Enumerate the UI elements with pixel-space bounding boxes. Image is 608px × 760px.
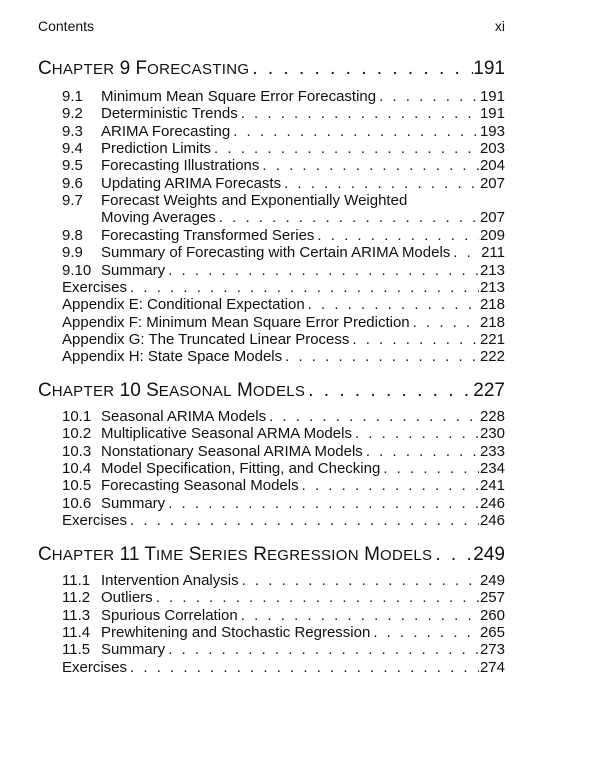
- header-left: Contents: [38, 18, 95, 34]
- dot-leader: [305, 380, 473, 402]
- section-title: Summary: [101, 641, 166, 659]
- section-number: 11.5: [62, 641, 91, 659]
- dot-leader: [127, 659, 479, 676]
- section-title: Exercises: [62, 278, 128, 296]
- chapter-page-number: 249: [473, 544, 505, 565]
- chapter-title-smallcaps: EGRESSION: [266, 547, 359, 564]
- section-entry: [62, 123, 505, 140]
- dot-leader: [450, 244, 479, 261]
- chapter-title-initial: 9 F: [114, 58, 148, 79]
- section-number: 9.2: [62, 105, 83, 123]
- section-entry: [62, 477, 505, 494]
- section-title: Prewhitening and Stochastic Regression: [101, 624, 371, 642]
- section-page-number: 207: [479, 174, 505, 192]
- section-page-number: 221: [479, 330, 505, 348]
- section-entry: [62, 607, 505, 624]
- section-title: Appendix G: The Truncated Linear Process: [62, 330, 350, 348]
- section-number: 10.3: [62, 442, 92, 460]
- section-number: 9.9: [62, 244, 83, 262]
- dot-leader: [305, 296, 479, 313]
- dot-leader: [249, 58, 473, 80]
- dot-leader: [314, 227, 479, 244]
- section-page-number: 260: [479, 606, 505, 624]
- dot-leader: [299, 477, 479, 494]
- chapter-title-smallcaps: IME: [155, 547, 184, 564]
- section-number: 9.7: [62, 192, 83, 210]
- dot-leader: [432, 544, 473, 566]
- section-entry: [62, 572, 505, 589]
- dot-leader: [230, 123, 479, 140]
- dot-leader: [282, 348, 479, 365]
- unnumbered-entry: [62, 348, 505, 365]
- section-page-number: 273: [479, 641, 505, 659]
- section-title: Exercises: [62, 658, 128, 676]
- section-page-number: 241: [479, 477, 505, 495]
- section-title: Nonstationary Seasonal ARIMA Models: [101, 442, 363, 460]
- section-title: Forecasting Seasonal Models: [101, 477, 299, 495]
- section-title: Summary of Forecasting with Certain ARIMA Models: [101, 244, 451, 262]
- section-number: 9.6: [62, 174, 83, 192]
- chapter-page-number: 191: [473, 58, 505, 79]
- section-number: 9.4: [62, 140, 83, 158]
- dot-leader: [216, 209, 479, 226]
- section-entry: [62, 425, 505, 442]
- dot-leader: [239, 572, 479, 589]
- section-title: Updating ARIMA Forecasts: [101, 174, 282, 192]
- section-entry: [62, 175, 505, 192]
- section-page-number: 249: [479, 572, 505, 589]
- section-page-number: 203: [479, 140, 505, 158]
- section-number: 10.6: [62, 494, 92, 512]
- dot-leader: [410, 314, 479, 331]
- section-title: Exercises: [62, 512, 128, 530]
- chapter-title: [38, 58, 249, 80]
- section-entry-continuation: [101, 209, 505, 226]
- chapter-title-initial: C: [38, 58, 52, 79]
- chapter-title-initial: R: [247, 544, 267, 565]
- unnumbered-entry: [62, 659, 505, 676]
- section-title: Seasonal ARIMA Models: [101, 408, 267, 425]
- section-number: 11.1: [62, 572, 91, 589]
- chapter-title-smallcaps: HAPTER: [51, 547, 115, 564]
- section-page-number: 218: [479, 313, 505, 331]
- section-title: Moving Averages: [101, 209, 216, 227]
- section-page-number: 213: [479, 278, 505, 296]
- chapter-title-smallcaps: ERIES: [201, 547, 248, 564]
- dot-leader: [349, 331, 479, 348]
- chapter-title-smallcaps: EASONAL: [158, 383, 232, 400]
- section-title: Appendix F: Minimum Mean Square Error Prediction: [62, 313, 410, 331]
- section-number: 11.4: [62, 624, 91, 642]
- section-title: Appendix E: Conditional Expectation: [62, 296, 305, 314]
- chapter-title-initial: 10 S: [114, 380, 159, 401]
- section-entry: [62, 140, 505, 157]
- section-title: Forecast Weights and Exponentially Weighted: [101, 192, 408, 210]
- section-page-number: 233: [479, 442, 505, 460]
- section-page-number: 265: [479, 624, 505, 642]
- dot-leader: [238, 105, 479, 122]
- section-page-number: 218: [479, 296, 505, 314]
- chapter-title: [38, 380, 305, 402]
- dot-leader: [259, 157, 479, 174]
- section-title: Summary: [101, 494, 166, 512]
- section-entry: [62, 408, 505, 425]
- dot-leader: [165, 262, 479, 279]
- dot-leader: [281, 175, 479, 192]
- dot-leader: [370, 624, 479, 641]
- section-entry: [62, 244, 505, 261]
- section-title: Prediction Limits: [101, 140, 212, 158]
- chapter-heading: [38, 58, 505, 80]
- section-entry: [62, 227, 505, 244]
- chapter-title-smallcaps: HAPTER: [51, 61, 115, 78]
- section-entry: [62, 641, 505, 658]
- section-page-number: 228: [479, 408, 505, 425]
- section-page-number: 191: [479, 88, 505, 105]
- section-page-number: 191: [479, 105, 505, 123]
- section-entry: [62, 192, 505, 209]
- section-entry: [62, 443, 505, 460]
- unnumbered-entry: [62, 314, 505, 331]
- dot-leader: [127, 512, 479, 529]
- section-page-number: 230: [479, 425, 505, 443]
- section-entry: [62, 624, 505, 641]
- section-page-number: 257: [479, 589, 505, 607]
- section-entry: [62, 105, 505, 122]
- chapter-page-number: 227: [473, 380, 505, 401]
- section-title: Multiplicative Seasonal ARMA Models: [101, 425, 352, 443]
- dot-leader: [238, 607, 479, 624]
- section-page-number: 213: [479, 261, 505, 279]
- dot-leader: [211, 140, 479, 157]
- dot-leader: [363, 443, 479, 460]
- chapter-title-initial: S: [183, 544, 202, 565]
- chapter-title-initial: C: [38, 380, 52, 401]
- section-number: 9.5: [62, 157, 83, 175]
- section-number: 10.5: [62, 477, 92, 495]
- section-page-number: 246: [479, 512, 505, 530]
- unnumbered-entry: [62, 331, 505, 348]
- dot-leader: [266, 408, 479, 425]
- section-number: 9.10: [62, 261, 92, 279]
- section-number: 9.1: [62, 88, 83, 105]
- section-number: 11.3: [62, 606, 91, 624]
- section-number: 11.2: [62, 589, 91, 607]
- chapter-title-smallcaps: ORECASTING: [147, 61, 250, 78]
- chapter-heading: [38, 380, 505, 402]
- section-page-number: 193: [479, 122, 505, 140]
- section-title: Model Specification, Fitting, and Checking: [101, 460, 381, 478]
- chapter-title-initial: 11 T: [114, 544, 156, 565]
- dot-leader: [153, 589, 479, 606]
- section-title: Outliers: [101, 589, 153, 607]
- section-number: 10.1: [62, 408, 92, 425]
- section-number: 10.4: [62, 460, 92, 478]
- chapter-title-smallcaps: ODELS: [252, 383, 306, 400]
- dot-leader: [127, 279, 479, 296]
- chapter-title-initial: M: [231, 380, 253, 401]
- section-title: Intervention Analysis: [101, 572, 239, 589]
- dot-leader: [380, 460, 479, 477]
- section-page-number: 207: [479, 209, 505, 227]
- unnumbered-entry: [62, 296, 505, 313]
- section-title: Deterministic Trends: [101, 105, 238, 123]
- section-title: Minimum Mean Square Error Forecasting: [101, 88, 377, 105]
- section-entry: [62, 88, 505, 105]
- chapter-title-smallcaps: ODELS: [379, 547, 433, 564]
- header-page-number: xi: [494, 18, 505, 34]
- section-title: Summary: [101, 261, 166, 279]
- section-entry: [62, 495, 505, 512]
- section-number: 10.2: [62, 425, 92, 443]
- section-page-number: 204: [479, 157, 505, 175]
- chapter-title-initial: M: [358, 544, 380, 565]
- unnumbered-entry: [62, 279, 505, 296]
- section-entry: [62, 589, 505, 606]
- section-number: 9.8: [62, 226, 83, 244]
- section-title: Forecasting Transformed Series: [101, 226, 315, 244]
- running-header: [38, 18, 505, 34]
- dot-leader: [165, 641, 479, 658]
- section-title: Spurious Correlation: [101, 606, 238, 624]
- section-page-number: 211: [481, 244, 505, 262]
- chapter-title-smallcaps: HAPTER: [51, 383, 115, 400]
- dot-leader: [352, 425, 479, 442]
- dot-leader: [165, 495, 479, 512]
- section-page-number: 222: [479, 348, 505, 366]
- section-title: Appendix H: State Space Models: [62, 348, 283, 366]
- section-page-number: 274: [479, 658, 505, 676]
- section-number: 9.3: [62, 122, 83, 140]
- section-title: ARIMA Forecasting: [101, 122, 231, 140]
- section-title: Forecasting Illustrations: [101, 157, 260, 175]
- section-entry: [62, 460, 505, 477]
- section-entry: [62, 262, 505, 279]
- dot-leader: [376, 88, 479, 105]
- unnumbered-entry: [62, 512, 505, 529]
- chapter-title-initial: C: [38, 544, 52, 565]
- section-page-number: 246: [479, 494, 505, 512]
- section-page-number: 209: [479, 226, 505, 244]
- chapter-title: [38, 544, 432, 566]
- section-entry: [62, 157, 505, 174]
- section-page-number: 234: [479, 460, 505, 478]
- chapter-heading: [38, 544, 505, 566]
